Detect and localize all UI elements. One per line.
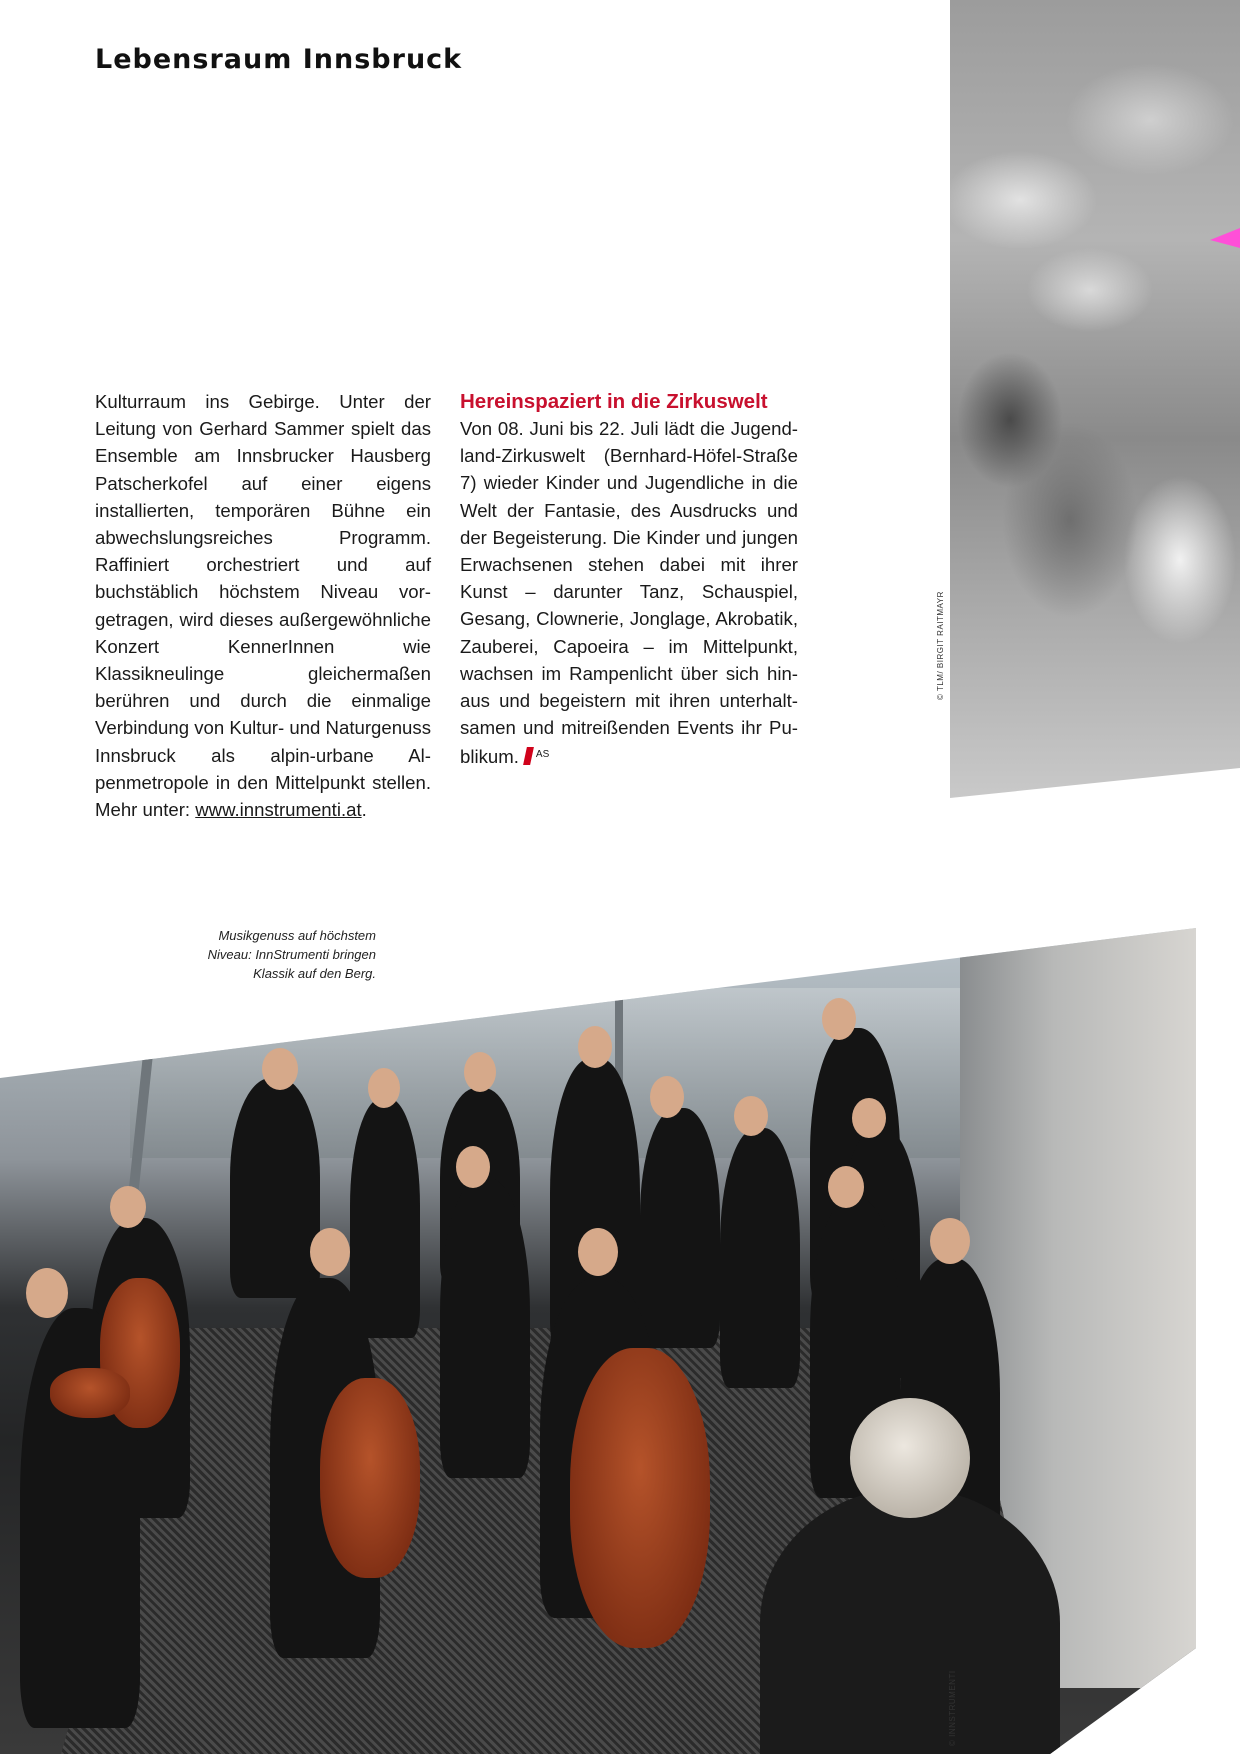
musician-head (578, 1026, 612, 1068)
musician-head (310, 1228, 350, 1276)
photo-caption (176, 926, 376, 983)
photo-credit-top: © TLM/ BIRGIT RAITMAYR (936, 591, 945, 700)
conductor (760, 1488, 1060, 1754)
caption-line-2: Niveau: InnStrumenti bringen (207, 947, 376, 962)
zirkuswelt-heading: Hereinspaziert in die Zirkuswelt (460, 390, 768, 413)
musician-head (464, 1052, 496, 1092)
violin (50, 1368, 130, 1418)
musician-head (852, 1098, 886, 1138)
conductor-head (850, 1398, 970, 1518)
article-body-left (95, 388, 431, 823)
musician-head (822, 998, 856, 1040)
caption-line-3: Klassik auf den Berg. (253, 966, 376, 981)
orchestra-photo (0, 928, 1240, 1754)
musician (640, 1108, 720, 1348)
double-bass (570, 1348, 710, 1648)
author-initials: AS (535, 749, 550, 761)
vintage-photo (950, 0, 1240, 798)
caption-line-1: Musikgenuss auf höchstem (218, 928, 376, 943)
musician-head (828, 1166, 864, 1208)
musician (230, 1078, 320, 1298)
musician (440, 1178, 530, 1478)
section-title: Lebensraum Innsbruck (95, 44, 463, 75)
musician (720, 1128, 800, 1388)
article-body-right (460, 415, 798, 771)
musician-head (26, 1268, 68, 1318)
musician-head (110, 1186, 146, 1228)
photo-credit-bottom: © INNSTRUMENTI (948, 1670, 957, 1746)
musician-head (456, 1146, 490, 1188)
cello (320, 1378, 420, 1578)
musician-head (930, 1218, 970, 1264)
article-column-left (95, 388, 431, 823)
musician-head (578, 1228, 618, 1276)
musician-head (262, 1048, 298, 1090)
innstrumenti-link[interactable]: www.innstrumenti.at (195, 799, 362, 821)
article-column-right (460, 389, 798, 771)
article-body-left-end: . (361, 799, 367, 821)
musician-head (734, 1096, 768, 1136)
musician (350, 1098, 420, 1338)
musician-head (368, 1068, 400, 1108)
musician-head (650, 1076, 684, 1118)
end-mark-icon (523, 747, 534, 765)
zirkuswelt-body: Von 08. Juni bis 22. Juli lädt die Jugendland-Zirkuswelt (Bernhard-Höfel-Straße 7) wieder Kinder und Jugendliche in die Welt der Fantasie, des Ausdrucks und der Begeisterung. Die Kinder und jungen Erwachsenen stehen dabei mit ihrer Kunst – darunter Tanz, Schauspiel, Gesang, Clownerie, Jonglage, Akrobatik, Zauberei, Capoeira – im Mittelpunkt, wachsen im Rampenlicht über sich hinaus und begeistern mit ihren unterhaltsamen und mitreißenden Events ihr Publikum. (460, 418, 798, 768)
article-body-left-text: Kulturraum ins Gebirge. Unter der Leitung von Gerhard Sammer spielt das Ensemble am Innsbrucker Hausberg Patscherkofel auf einer eigens installierten, temporären Bühne ein abwechslungsreiches Programm. Raffiniert orchestriert und auf buchstäblich höchstem Niveau vorgetragen, wird dieses außergewöhnliche Konzert KennerInnen wie Klassikneulinge gleichermaßen berühren und durch die einmalige Verbindung von Kultur- und Naturgenuss Innsbruck als alpin-urbane Alpenmetropole in den Mittelpunkt stellen. Mehr unter: (95, 391, 431, 821)
